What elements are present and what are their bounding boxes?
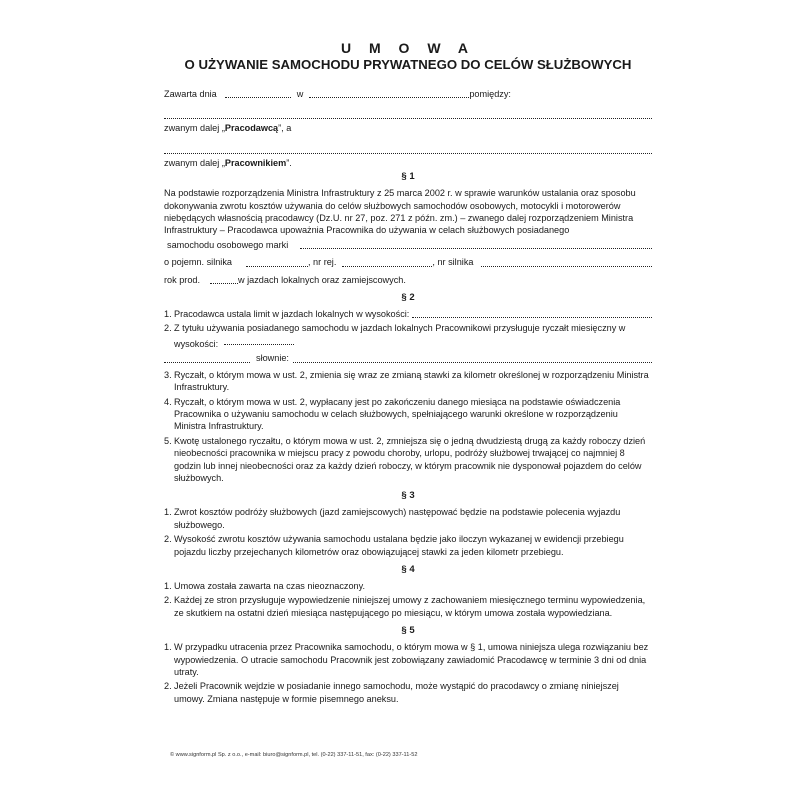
pojemn-field[interactable] <box>246 257 308 267</box>
document-subtitle: O UŻYWANIE SAMOCHODU PRYWATNEGO DO CELÓW SŁUŻBOWYCH <box>184 57 632 72</box>
slownie-field[interactable] <box>293 353 652 363</box>
section-4-heading: § 4 <box>401 563 415 575</box>
list-item: 1. W przypadku utracenia przez Pracownika samochodu, o którym mowa w § 1, umowa niniejsza ulega rozwiązaniu bez wypowiedzenia. O utracie samochodu Pracownik jest zobowiązany zawiadomić Pracodawcę w terminie 3 dni od dnia utraty. <box>164 642 649 677</box>
limit-field[interactable] <box>412 308 652 318</box>
section-5-heading: § 5 <box>401 625 415 637</box>
rok-row <box>164 274 652 286</box>
nr-rej-label: , nr rej. <box>307 257 337 268</box>
list-item: 5. Kwotę ustalonego ryczałtu, o którym mowa w ust. 2, zmniejsza się o jedną dwudziestą drugą za każdy roboczy dzień nieobecności pracownika w miejscu pracy z powodu choroby, urlopu, podróży służbowej trwającej co najmniej 8 godzin lub innej nieobecności oraz za każdy dzień roboczy, w którym pracownik nie dysponował pojazdem do celów służbowych. <box>164 435 646 483</box>
employee-label: zwanym dalej „Pracownikiem”. <box>164 157 292 168</box>
section-2-list-cont <box>164 369 652 485</box>
list-item: 2. Wysokość zwrotu kosztów używania samochodu ustalana będzie jako iloczyn wykazanej w ewidencji przebiegu pojazdu liczby przejechanych kilometrów oraz obowiązującej stawki za jeden kilometr przebiegu. <box>164 534 624 557</box>
footer-copyright: © www.signform.pl Sp. z o.o., e-mail: biuro@signform.pl, tel. (0-22) 337-11-51, fax: (0-22) 337-11-52 <box>170 752 418 758</box>
section-4-list <box>164 580 652 619</box>
list-item: 2. Każdej ze stron przysługuje wypowiedzenie niniejszej umowy z zachowaniem miesięcznego terminu wypowiedzenia, ze skutkiem na ostatni dzień miesiąca następującego po miesiącu, w którym umowa została wypowiedziana. <box>164 595 646 618</box>
employer-label: zwanym dalej „Pracodawcą”, a <box>164 123 292 134</box>
list-item: 3. Ryczałt, o którym mowa w ust. 2, zmienia się wraz ze zmianą stawki za kilometr określonej w rozporządzeniu Ministra Infrastruktury. <box>164 369 649 393</box>
section-2-list <box>164 308 652 350</box>
section-3-list <box>164 506 652 558</box>
list-item: 4. Ryczałt, o którym mowa w ust. 2, wypłacany jest po zakończeniu danego miesiąca na podstawie oświadczenia Pracownika o używaniu samochodu w celach służbowych, spełniającego warunki określone w rozporządzeniu Ministra Infrastruktury. <box>164 396 621 432</box>
rok-label: rok prod. <box>164 274 201 285</box>
w-label: w <box>296 89 304 99</box>
pojemn-label: o pojemn. silnika <box>164 257 232 268</box>
section-2-heading: § 2 <box>401 292 415 304</box>
section-1-heading: § 1 <box>401 171 415 183</box>
employee-field[interactable] <box>164 143 652 154</box>
list-item: 1. Zwrot kosztów podróży służbowych (jazd zamiejscowych) następować będzie na podstawie polecenia wyjazdu służbowego. <box>164 507 621 530</box>
place-field[interactable] <box>309 88 469 98</box>
list-item: 1. Umowa została zawarta na czas nieoznaczony. <box>164 580 366 591</box>
contract-page <box>164 40 652 780</box>
zawarta-row <box>164 88 652 100</box>
amount-field[interactable] <box>164 353 250 363</box>
section-5-list <box>164 641 652 705</box>
document-title: U M O W A <box>340 40 476 56</box>
ryczalt-field[interactable] <box>224 335 294 345</box>
list-item: 1. Pracodawca ustala limit w jazdach lokalnych w wysokości: <box>164 308 652 320</box>
rok-field[interactable] <box>210 274 238 284</box>
list-item: 2. Jeżeli Pracownik wejdzie w posiadanie innego samochodu, może wystąpić do pracodawcy o zmianę niniejszej umowy. Zmiana następuje w formie pisemnego aneksu. <box>164 681 619 704</box>
marka-field[interactable] <box>300 239 652 249</box>
engine-row <box>164 256 652 268</box>
slownie-row <box>164 352 652 364</box>
section-1-text: Na podstawie rozporządzenia Ministra Infrastruktury z 25 marca 2002 r. w sprawie warunków ustalania oraz sposobu dokonywania zwrotu kosztów używania do celów służbowych samochodów osobowych, motocykli i motorowerów niebędących własnością pracodawcy (Dz.U. nr 27, poz. 271 z późn. zm.) – zwanego dalej rozporządzeniem Ministra Infrastruktury – Pracodawca upoważnia Pracownika do używania w celach służbowych posiadanego <box>164 188 636 236</box>
nr-silnika-field[interactable] <box>481 257 652 267</box>
date-field[interactable] <box>225 88 291 98</box>
section-3-heading: § 3 <box>401 490 415 502</box>
zawarta-label: Zawarta dnia <box>164 89 217 99</box>
nr-rej-field[interactable] <box>342 257 432 267</box>
slownie-label: słownie: <box>256 353 289 364</box>
jazdach-label: w jazdach lokalnych oraz zamiejscowych. <box>238 274 406 285</box>
employer-field[interactable] <box>164 108 652 119</box>
nr-silnika-label: , nr silnika <box>432 257 474 268</box>
marka-label: samochodu osobowego marki <box>167 239 289 250</box>
marka-row <box>164 239 652 251</box>
pomiedzy-label: pomiędzy: <box>469 89 511 99</box>
list-item: 2. Z tytułu używania posiadanego samochodu w jazdach lokalnych Pracownikowi przysługuje ryczałt miesięczny w wysokości: <box>164 323 626 349</box>
